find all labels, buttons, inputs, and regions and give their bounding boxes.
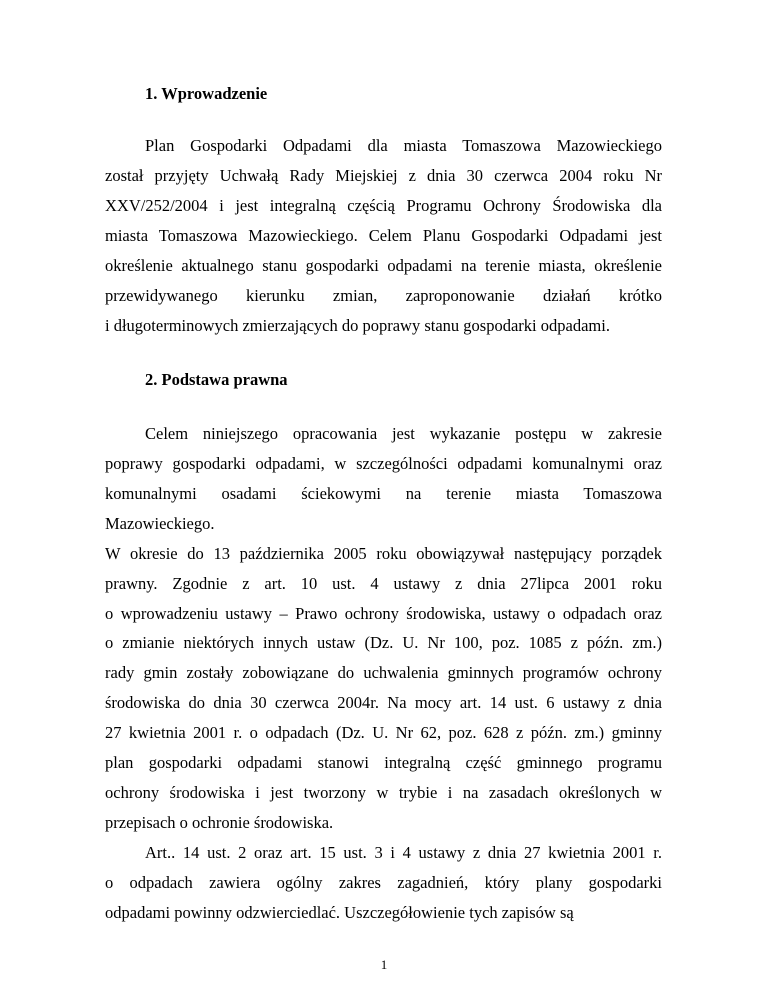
section-1-line: miasta Tomaszowa Mazowieckiego. Celem Planu Gospodarki Odpadami jest xyxy=(105,226,662,245)
section-2-para2-line: przepisach o ochronie środowiska. xyxy=(105,813,334,832)
section-2-para2-line: plan gospodarki odpadami stanowi integralną część gminnego programu xyxy=(105,753,662,772)
section-2-para2-line: 27 kwietnia 2001 r. o odpadach (Dz. U. Nr 62, poz. 628 z późn. zm.) gminny xyxy=(105,723,662,742)
section-2-para2-line: o zmianie niektórych innych ustaw (Dz. U. Nr 100, poz. 1085 z późn. zm.) xyxy=(105,633,662,652)
section-2-para1-line: Celem niniejszego opracowania jest wykazanie postępu w zakresie xyxy=(145,424,662,443)
section-1-heading: 1. Wprowadzenie xyxy=(145,84,268,103)
section-2-para1-line: poprawy gospodarki odpadami, w szczególności odpadami komunalnymi oraz xyxy=(105,454,662,473)
section-1-line: przewidywanego kierunku zmian, zaproponowanie działań krótko xyxy=(105,286,662,305)
section-2-para1-line: komunalnymi osadami ściekowymi na terenie miasta Tomaszowa xyxy=(105,484,662,503)
section-2-heading: 2. Podstawa prawna xyxy=(145,370,288,389)
section-1-line: i długoterminowych zmierzających do poprawy stanu gospodarki odpadami. xyxy=(105,316,610,335)
section-1-line: określenie aktualnego stanu gospodarki odpadami na terenie miasta, określenie xyxy=(105,256,662,275)
section-1-line: XXV/252/2004 i jest integralną częścią Programu Ochrony Środowiska dla xyxy=(105,196,662,215)
section-1-line: Plan Gospodarki Odpadami dla miasta Tomaszowa Mazowieckiego xyxy=(145,136,662,155)
section-2-para3-line: odpadami powinny odzwierciedlać. Uszczegółowienie tych zapisów są xyxy=(105,903,574,922)
section-2-para2-line: ochrony środowiska i jest tworzony w trybie i na zasadach określonych w xyxy=(105,783,662,802)
section-2-para2-line: W okresie do 13 października 2005 roku obowiązywał następujący porządek xyxy=(105,544,662,563)
section-2-para2-line: rady gmin zostały zobowiązane do uchwalenia gminnych programów ochrony xyxy=(105,663,662,682)
page-number: 1 xyxy=(380,957,388,972)
section-2-para2-line: prawny. Zgodnie z art. 10 ust. 4 ustawy z dnia 27lipca 2001 roku xyxy=(105,574,662,593)
section-2-para3-line: Art.. 14 ust. 2 oraz art. 15 ust. 3 i 4 ustawy z dnia 27 kwietnia 2001 r. xyxy=(145,843,662,862)
section-2-para2-line: o wprowadzeniu ustawy – Prawo ochrony środowiska, ustawy o odpadach oraz xyxy=(105,604,662,623)
section-2-para2-line: środowiska do dnia 30 czerwca 2004r. Na mocy art. 14 ust. 6 ustawy z dnia xyxy=(105,693,662,712)
section-2-para3-line: o odpadach zawiera ogólny zakres zagadnień, który plany gospodarki xyxy=(105,873,662,892)
section-2-para1-line: Mazowieckiego. xyxy=(105,514,215,533)
section-1-line: został przyjęty Uchwałą Rady Miejskiej z dnia 30 czerwca 2004 roku Nr xyxy=(105,166,662,185)
